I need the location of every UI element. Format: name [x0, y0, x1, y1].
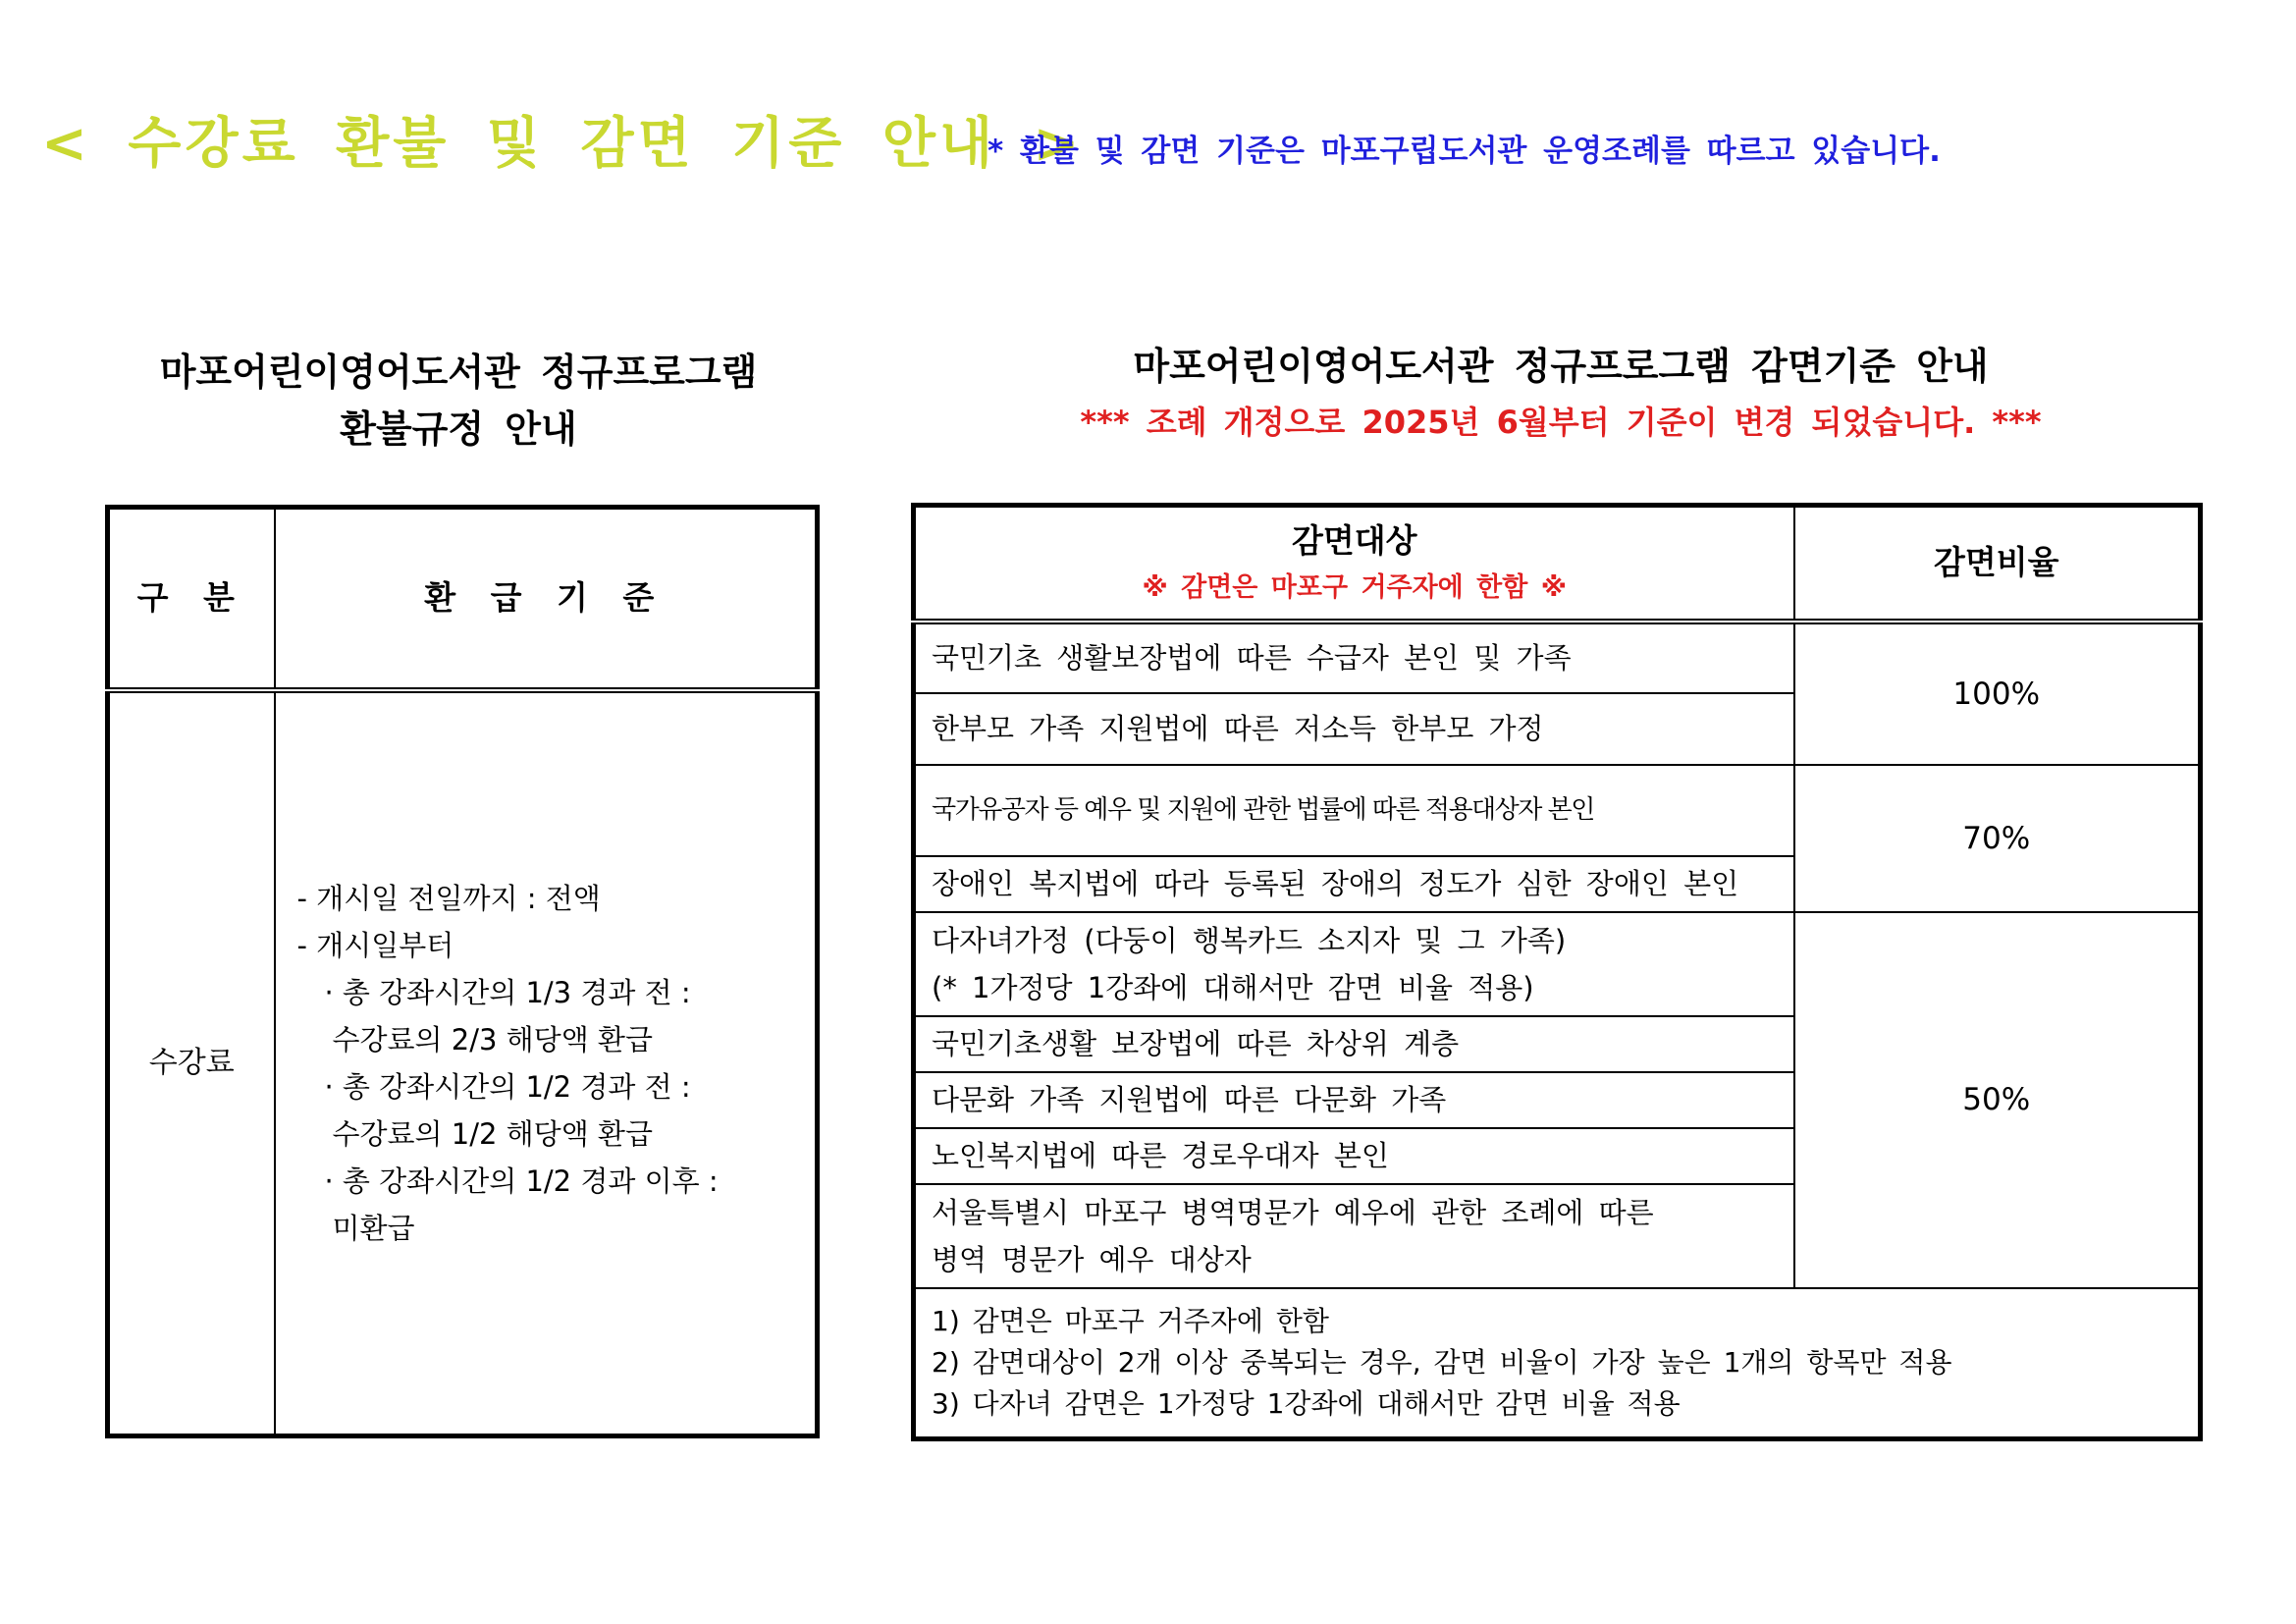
discount-change-notice: *** 조례 개정으로 2025년 6월부터 기준이 변경 되었습니다. *** — [1080, 404, 2042, 441]
refund-line: · 총 강좌시간의 1/2 경과 전 : — [324, 1069, 691, 1104]
discount-item: 다문화 가족 지원법에 따른 다문화 가족 — [914, 1072, 1794, 1128]
refund-col-criteria: 환 급 기 준 — [275, 508, 818, 690]
refund-table — [105, 505, 820, 1438]
refund-line: 수강료의 1/2 해당액 환급 — [332, 1116, 653, 1151]
refund-criteria-cell — [275, 690, 818, 1436]
discount-note: 1) 감면은 마포구 거주자에 한함 — [932, 1304, 1329, 1337]
discount-col-rate: 감면비율 — [1794, 506, 2201, 622]
discount-section-title: 마포어린이영어도서관 정규프로그램 감면기준 안내 — [1133, 345, 1989, 388]
refund-line: 미환급 — [332, 1211, 415, 1245]
discount-item-line: 다자녀가정 (다둥이 행복카드 소지자 및 그 가족) — [932, 923, 1567, 957]
discount-note: 2) 감면대상이 2개 이상 중복되는 경우, 감면 비율이 가장 높은 1개의 항목만 적용 — [932, 1345, 1952, 1379]
page-title: < 수강료 환불 및 감면 기준 안내 > — [41, 112, 1084, 176]
refund-line: · 총 강좌시간의 1/2 경과 이후 : — [324, 1164, 719, 1198]
refund-line: · 총 강좌시간의 1/3 경과 전 : — [324, 975, 691, 1009]
discount-rate-70: 70% — [1794, 765, 2201, 912]
discount-item: 노인복지법에 따른 경로우대자 본인 — [914, 1128, 1794, 1184]
refund-category-cell: 수강료 — [108, 690, 275, 1436]
discount-col-target — [914, 506, 1794, 622]
discount-item: 한부모 가족 지원법에 따른 저소득 한부모 가정 — [914, 693, 1794, 765]
refund-line: - 개시일 전일까지 : 전액 — [296, 881, 601, 915]
discount-item: 장애인 복지법에 따라 등록된 장애의 정도가 심한 장애인 본인 — [914, 856, 1794, 912]
discount-rate-50: 50% — [1794, 912, 2201, 1288]
discount-col-target-note: ※ 감면은 마포구 거주자에 한함 ※ — [1142, 572, 1567, 604]
discount-item-line: 서울특별시 마포구 병역명문가 예우에 관한 조례에 따른 — [932, 1195, 1654, 1229]
discount-item — [914, 1184, 1794, 1288]
refund-line: 수강료의 2/3 해당액 환급 — [332, 1022, 653, 1056]
discount-item: 국민기초 생활보장법에 따른 수급자 본인 및 가족 — [914, 622, 1794, 693]
discount-item: 국가유공자 등 예우 및 지원에 관한 법률에 따른 적용대상자 본인 — [914, 765, 1794, 856]
discount-item — [914, 912, 1794, 1016]
discount-rate-100: 100% — [1794, 622, 2201, 765]
discount-note: 3) 다자녀 감면은 1가정당 1강좌에 대해서만 감면 비율 적용 — [932, 1386, 1681, 1420]
refund-title-line2: 환불규정 안내 — [340, 407, 577, 451]
discount-item-line: 병역 명문가 예우 대상자 — [932, 1242, 1252, 1276]
refund-section-title — [105, 344, 812, 458]
discount-item-line: (* 1가정당 1강좌에 대해서만 감면 비율 적용) — [932, 970, 1534, 1004]
discount-col-target-label: 감면대상 — [1291, 521, 1417, 561]
discount-notes — [914, 1288, 2201, 1439]
discount-table — [911, 503, 2203, 1441]
discount-item: 국민기초생활 보장법에 따른 차상위 계층 — [914, 1016, 1794, 1072]
refund-title-line1: 마포어린이영어도서관 정규프로그램 — [159, 351, 758, 394]
refund-line: - 개시일부터 — [296, 928, 454, 962]
refund-col-category: 구 분 — [108, 508, 275, 690]
header-note: * 환불 및 감면 기준은 마포구립도서관 운영조례를 따르고 있습니다. — [988, 134, 1941, 169]
